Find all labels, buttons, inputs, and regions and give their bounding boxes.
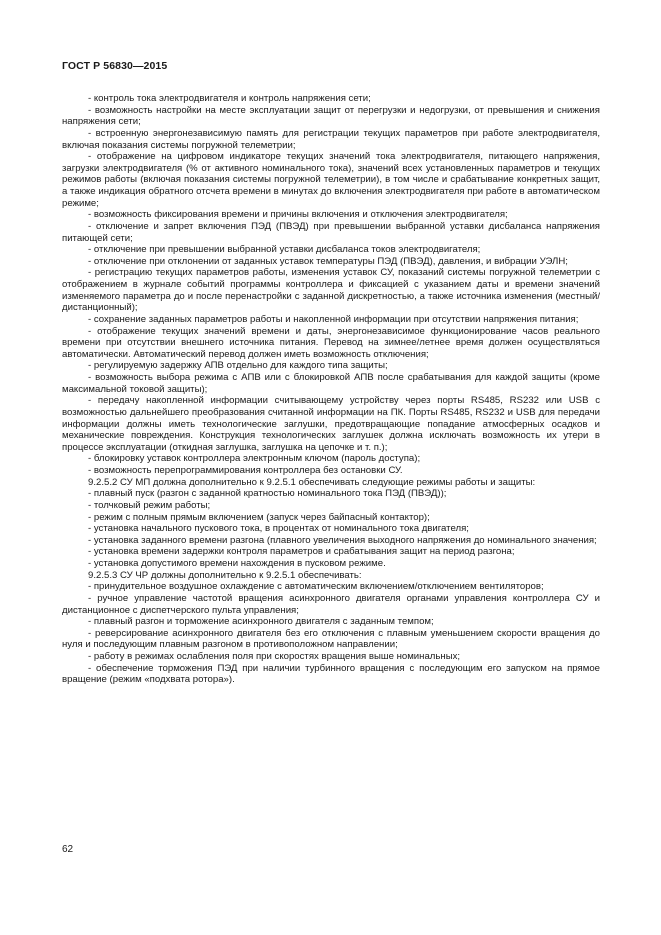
paragraph: - работу в режимах ослабления поля при скоростях вращения выше номинальных; [88, 651, 461, 662]
paragraph: - отображение текущих значений времени и даты, энергонезависимое функционирование часов реального времени при отсутствии внешнего источника питания. Перевод на зимнее/летнее время должен осуществляться автоматически. Автоматический перевод должен иметь возможность отключения; [62, 325, 600, 360]
paragraph: - плавный разгон и торможение асинхронного двигателя с заданным темпом; [88, 616, 434, 628]
paragraph: - ручное управление частотой вращения асинхронного двигателя органами управления контроллера СУ и дистанционное с диспетчерского пульта управления; [62, 592, 600, 616]
paragraph: - сохранение заданных параметров работы и накопленной информации при отсутствии напряжения питания; [88, 313, 579, 325]
paragraph: - отображение на цифровом индикаторе текущих значений тока электродвигателя, питающего напряжения, загрузки электродвигателя (% от активного номинального тока), значений всех установленных параметров и текущих режимов работы (включая показания системы погружной телеметрии), в том числе и срабатывание конкретных защит, а также индикация обратного отсчета времени в минутах до включения электродвигателя при работе в автоматическом режиме; [62, 151, 600, 209]
page-number: 62 [62, 844, 74, 855]
paragraph: - встроенную энергонезависимую память для регистрации текущих параметров при работе электродвигателя, включая показания системы погружной телеметрии; [62, 127, 600, 151]
paragraph: 9.2.5.3 СУ ЧР должны дополнительно к 9.2.5.1 обеспечивать: [88, 569, 362, 581]
document-body [62, 93, 600, 686]
paragraph: - отключение при отклонении от заданных уставок температуры ПЭД (ПВЭД), давления, и вибрации УЭЛН; [88, 255, 568, 267]
paragraph: - плавный пуск (разгон с заданной кратностью номинального тока ПЭД (ПВЭД)); [88, 488, 447, 500]
paragraph: - установка допустимого времени нахождения в пусковом режиме. [88, 558, 386, 569]
paragraph: - блокировку уставок контроллера электронным ключом (пароль доступа); [88, 453, 421, 465]
paragraph: - возможность фиксирования времени и причины включения и отключения электродвигателя; [88, 209, 508, 221]
paragraph: - регулируемую задержку АПВ отдельно для каждого типа защиты; [88, 360, 388, 372]
paragraph: - возможность настройки на месте эксплуатации защит от перегрузки и недогрузки, от превышения и снижения напряжения сети; [62, 104, 600, 128]
paragraph: - реверсирование асинхронного двигателя без его отключения с плавным уменьшением скорости вращения до нуля и последующим плавным разгоном в противоположном направлении; [62, 627, 600, 651]
paragraph: - установка заданного времени разгона (плавного увеличения выходного напряжения до номинального значения; [88, 534, 597, 546]
paragraph: - передачу накопленной информации считывающему устройству через порты RS485, RS232 или USB с возможностью дальнейшего преобразования считанной информации на ПК. Порты RS485, RS232 и USB для передачи информации должны иметь технологические заглушки, предотвращающие попадание атмосферных осадков и механические повреждения. Конструкция технологических заглушек должна исключать возможность их утери в процессе эксплуатации (откидная заглушка, заглушка на цепочке и т. п.); [62, 395, 600, 453]
paragraph: - возможность перепрограммирования контроллера без остановки СУ. [88, 465, 403, 476]
paragraph: - отключение при превышении выбранной уставки дисбаланса токов электродвигателя; [88, 244, 481, 256]
paragraph: 9.2.5.2 СУ МП должна дополнительно к 9.2.5.1 обеспечивать следующие режимы работы и защиты: [88, 476, 536, 488]
paragraph: - установка времени задержки контроля параметров и срабатывания защит на период разгона; [88, 546, 515, 558]
paragraph: - толчковый режим работы; [88, 499, 211, 511]
paragraph: - отключение и запрет включения ПЭД (ПВЭД) при превышении выбранной уставки дисбаланса напряжения питающей сети; [62, 220, 600, 244]
paragraph: - регистрацию текущих параметров работы, изменения уставок СУ, показаний системы погружной телеметрии с отображением в журнале событий программы контроллера и фиксацией с указанием даты и времени значений изменяемого параметра до и после перенастройки с заданной дискретностью, а также источника изменения (местный/дистанционный); [62, 267, 600, 314]
paragraph: - обеспечение торможения ПЭД при наличии турбинного вращения с последующим его запуском на прямое вращение (режим «подхвата ротора»). [62, 662, 600, 686]
paragraph: - контроль тока электродвигателя и контроль напряжения сети; [88, 93, 371, 104]
paragraph: - режим с полным прямым включением (запуск через байпасный контактор); [88, 511, 430, 523]
standard-header: ГОСТ Р 56830—2015 [62, 60, 168, 72]
paragraph: - возможность выбора режима с АПВ или с блокировкой АПВ после срабатывания для каждой защиты (кроме максимальной токовой защиты); [62, 372, 600, 395]
paragraph: - установка начального пускового тока, в процентах от номинального тока двигателя; [88, 523, 469, 535]
paragraph: - принудительное воздушное охлаждение с автоматическим включением/отключением вентиляторов; [88, 581, 544, 593]
